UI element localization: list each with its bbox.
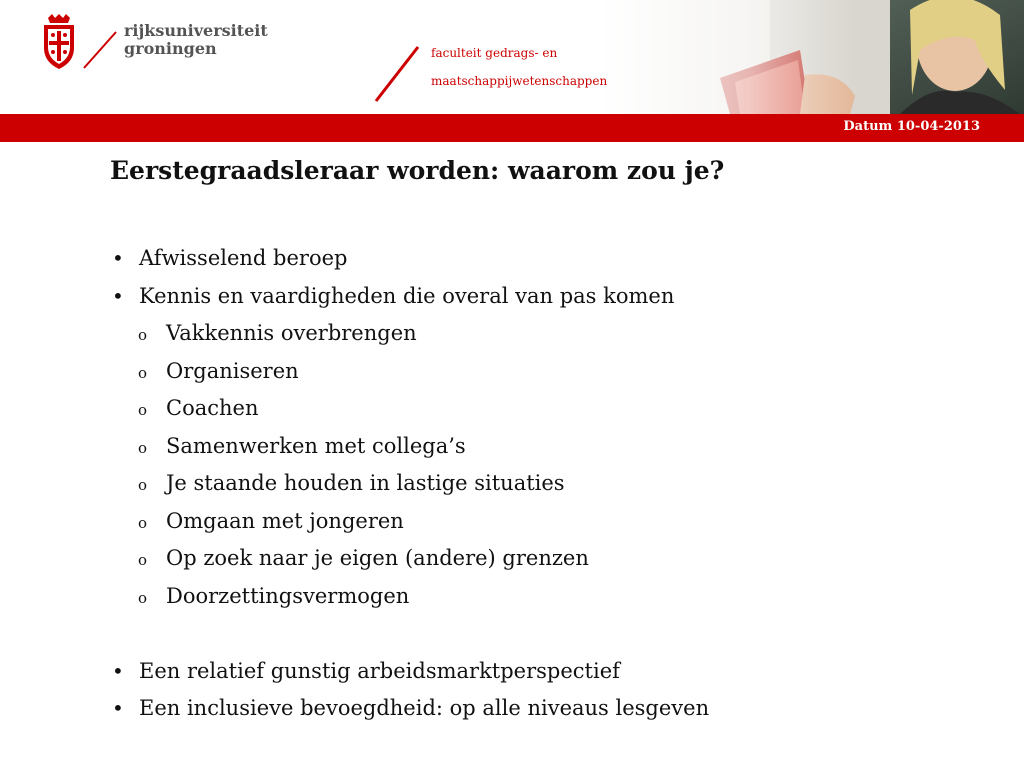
sub-list-item-text: Je staande houden in lastige situaties <box>166 471 565 495</box>
slide-header <box>0 0 1024 114</box>
sub-list-item-text: Organiseren <box>166 358 299 383</box>
sub-bullet-marker: o <box>138 363 148 382</box>
bullet-list <box>110 240 990 728</box>
sub-bullet-marker: o <box>138 401 148 419</box>
sub-list-item <box>110 503 990 541</box>
sub-list-item <box>110 315 990 353</box>
sub-list-item-text: Omgaan met jongeren <box>166 508 404 533</box>
sub-list-item-text: Vakkennis overbrengen <box>166 321 417 345</box>
list-item <box>110 240 990 278</box>
university-name <box>124 22 268 58</box>
bullet-marker: • <box>112 246 124 270</box>
list-item <box>110 690 990 728</box>
sub-list-item <box>110 578 990 616</box>
sub-list-item <box>110 390 990 428</box>
bullet-marker: • <box>112 696 124 720</box>
sub-bullet-marker: o <box>138 588 148 607</box>
university-seal-icon <box>38 14 80 70</box>
faculty-name <box>431 39 607 95</box>
list-spacer <box>110 615 990 653</box>
sub-list-item <box>110 353 990 391</box>
faculty-name-line1: faculteit gedrags- en <box>431 46 558 60</box>
slide-date: Datum 10-04-2013 <box>843 119 980 134</box>
sub-list-item <box>110 428 990 466</box>
header-photo <box>600 0 1024 114</box>
university-name-line1: rijksuniversiteit <box>124 21 268 40</box>
slide-title: Eerstegraadsleraar worden: waarom zou je? <box>110 156 725 185</box>
list-item-text: Een relatief gunstig arbeidsmarktperspectief <box>139 658 620 683</box>
university-name-line2: groningen <box>124 39 217 58</box>
sub-bullet-marker: o <box>138 513 148 532</box>
list-item-text: Een inclusieve bevoegdheid: op alle niveaus lesgeven <box>139 696 710 720</box>
faculty-name-line2: maatschappijwetenschappen <box>431 74 608 88</box>
sub-bullet-marker: o <box>138 326 148 344</box>
sub-bullet-marker: o <box>138 438 148 457</box>
logo-slash-icon <box>80 30 120 70</box>
sub-list-item-text: Doorzettingsvermogen <box>166 583 410 608</box>
sub-bullet-marker: o <box>138 476 148 494</box>
date-bar <box>0 114 1024 142</box>
sub-bullet-marker: o <box>138 551 148 569</box>
list-item <box>110 653 990 691</box>
sub-list-item-text: Coachen <box>166 396 259 420</box>
bullet-marker: • <box>112 658 124 683</box>
bullet-marker: • <box>112 283 124 308</box>
sub-list-item <box>110 465 990 503</box>
list-item-text: Kennis en vaardigheden die overal van pas komen <box>139 283 675 308</box>
sub-list-item-text: Op zoek naar je eigen (andere) grenzen <box>166 546 589 570</box>
sub-list-item-text: Samenwerken met collega’s <box>166 433 466 458</box>
list-item <box>110 278 990 316</box>
list-item-text: Afwisselend beroep <box>139 246 348 270</box>
sub-list-item <box>110 540 990 578</box>
faculty-slash-icon <box>372 44 422 104</box>
